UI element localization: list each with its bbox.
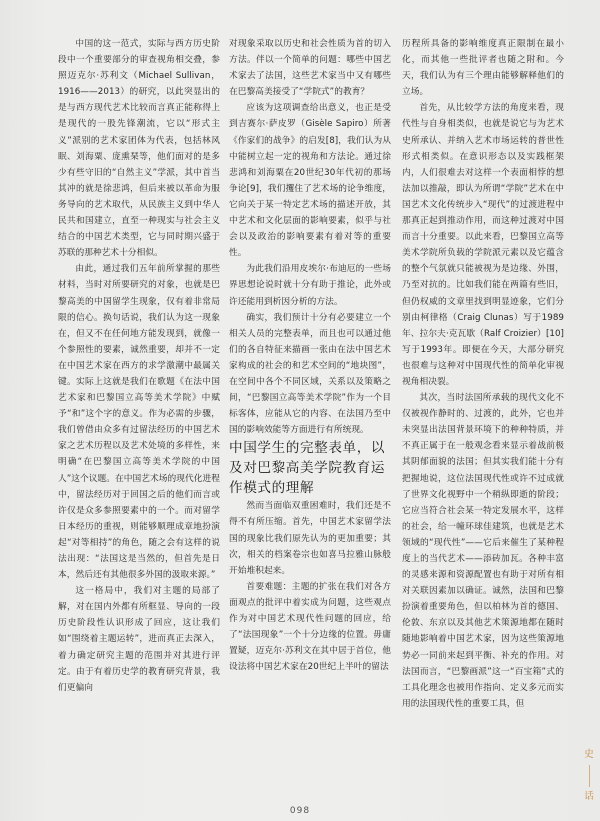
paragraph: 其次，当时法国所承载的现代文化不仅被视作静时的、过渡的，此外，它也并未突显出法国背景环境下的种种特质，并不真正属于在一般观念看来显示着战前极其阴郁面貌的法国；但其实我们能十分有把握地说，这位法国现代性或许不过成就了世界文化视野中一个稍纵即逝的阶段；它应当符合社会某一特定发展水平，这样的社会，给一幢环球佳建筑，也就是艺术领域的“现代性”——它后来催生了某种程度上的当代艺术——添砖加瓦。各种丰富的灵感来源和资源配置也有助于对所有相对关联因素加以确证。诚然，法国和巴黎扮演着重要角色，但以柏林为首的德国、伦敦、东京以及其他艺术策源地都在随时随地影响着中国艺术家，因为这些策源地势必一同前来起到平衡、补充的作用。对法国而言，“巴黎画派”这一“百宝箱”式的工具化理念也被用作指向、定义多元而实用的法国现代性的重要工具，但 <box>402 393 564 709</box>
paragraph: 应该为这项调查给出意义，也正是受到吉赛尔·萨皮罗（Gisèle Sapiro）所著《作家们的战争》的启发[8]，我们认为从中能树立起一定的视角和方法论。通过徐悲鸿和刘海粟在20世纪30年代初的那场争论[9]，我们攫住了艺术场的论争维度，它向关于某一特定艺术场的描述开放，其中艺术和文化层面的影响要素，似乎与社会以及政治的影响要素有着对等的重要性。 <box>229 103 391 259</box>
paragraph: 首要难题：主题的扩张在我们对各方面观点的批评中着实成为问题，这些观点作为对中国艺术现代性问题的回应，给了“法国现象”一个十分边缘的位置。毋庸置疑，迈克尔·苏利文在其中居于首位，他设法将中国艺术家在20世纪上半叶的留法 <box>229 581 391 673</box>
page-number: 098 <box>289 806 311 816</box>
side-tag-divider <box>589 765 590 787</box>
paragraph: 由此，通过我们五年前所掌握的那些材料，当时对所要研究的对象，也就是巴黎高美的中国留学生现象，仅有着非常局限的信心。换句话说，我们认为这一现象在，但又不在任何地方能发现到，就像一个参照性的要素，诚然重要，却并不一定在中国艺术家在西方的求学激潮中最属关键。实际上这就是我们在歌题《在法中国艺术家和巴黎国立高等美术学院》中赋予“和”这个字的意义。作为必需的步骤，我们曾借由众多有过留法经历的中国艺术家之艺术历程以及艺术处境的多样性，来明确“在巴黎国立高等美术学院的中国人”这个议题。在中国艺术场的现代化进程中，留法经历对于回国之后的他们而言或许仅是众多参照要素中的一个。而对留学日本经历的重视，则能够顺理成章地扮演起“对等相持”的角色，随之会有这样的说法出现：“法国这是当然的，但首先是日本，然后还有其他很多外国的汲取来源。” <box>58 264 220 581</box>
paragraph: 这一格局中，我们对主题的局部了解，对在国内外都有所框显、导向的一段历史阶段性认识形成了回应，这让我们如“围绕着主题运转”，进而真正去深入，着力确定研究主题的范围并对其进行评定。由于有着历史学的教育研究背景，我们更偏向 <box>58 586 220 693</box>
paragraph: 然而当面临双重困难时，我们还是不得不有所压缩。首先，中国艺术家留学法国的现象比我们原先认为的更加重要；其次，相关的档案卷宗也如喜马拉雅山脉般开始堆积起来。 <box>229 501 391 576</box>
paragraph: 对现象采取以历史和社会性质为首的切入方法。伴以一个简单的问题：哪些中国艺术家去了法国，这些艺术家当中又有哪些在巴黎高美接受了“学院式”的教育？ <box>229 39 391 98</box>
section-heading: 中国学生的完整表单，以及对巴黎高美学院教育运作模式的理解 <box>229 440 386 497</box>
paragraph: 历程所具备的影响维度真正限制在最小化，而其他一些批评者也随之附和。今天，我们认为有三个理由能够解释他们的立场。 <box>402 39 564 98</box>
side-tag-char: 史 <box>584 749 594 760</box>
side-tag-char: 话 <box>584 791 594 802</box>
paragraph: 中国的这一范式，实际与西方历史阶段中一个重要部分的审查视角相交叠，参照迈克尔·苏利文（Michael Sullivan，1916——2013）的研究，以此突显出的是与西方现代艺术比较而言真正能称得上是现代的一股先锋潮流，它以“形式主义”派别的艺术家团体为代表，包括林风眠、刘海粟、庞熏琹等，他们面对的是多少有些守旧的“自然主义”学派，其中首当其冲的就是徐悲鸿，但后来被以革命为服务导向的艺术取代，从民族主义到中华人民共和国建立，直至一种现实与社会主义结合的中国艺术类型，它与同时期兴盛于苏联的那种艺术十分相似。 <box>58 39 220 259</box>
paragraph: 首先，从比较学方法的角度来看，现代性与自身相类似，也就是说它与为艺术史所承认、并纳入艺术市场运转的普世性形式相类似。在意识形态以及实践框架内，人们很难去对这样一个表面相悖的想法加以推敲，即认为所谓“学院”艺术在中国艺术文化传统步入“现代”的过渡进程中那真正起到推动作用，而这种过渡对中国而言十分重要。以此来看，巴黎国立高等美术学院所负载的学院派元素以及它蕴含的整个气氛就只能被视为是边缘、外围，乃至对抗的。比如我们能在两篇有些旧，但仍权威的文章里找到明显迹象，它们分别由柯律格（Craig Clunas）写于1989年、拉尔夫·克瓦歇（Ralf Croizier）[10]写于1993年。即便在今天，大部分研究也很难与这种对中国现代性的简单化审视视角相决裂。 <box>402 103 564 387</box>
paragraph: 为此我们沿用皮埃尔·布迪厄的一些场界思想论说时就十分有助于推论，此外或许还能用到析因分析的方法。 <box>229 264 391 307</box>
paragraph: 确实，我们预计十分有必要建立一个相关人员的完整表单，而且也可以通过他们的各自特征来描画一张由在法中国艺术家构成的社会的和艺术空间的“地块图”，在空间中各个不同区域，关系以及策略之间，“巴黎国立高等美术学院”作为一个目标客体，应能从它的内容、在法国乃至中国的影响效能等方面进行有所统现。 <box>229 312 391 436</box>
text-column-right <box>402 36 564 712</box>
text-column-middle <box>229 36 391 675</box>
section-side-tag <box>578 745 600 807</box>
text-column-left <box>58 36 220 696</box>
